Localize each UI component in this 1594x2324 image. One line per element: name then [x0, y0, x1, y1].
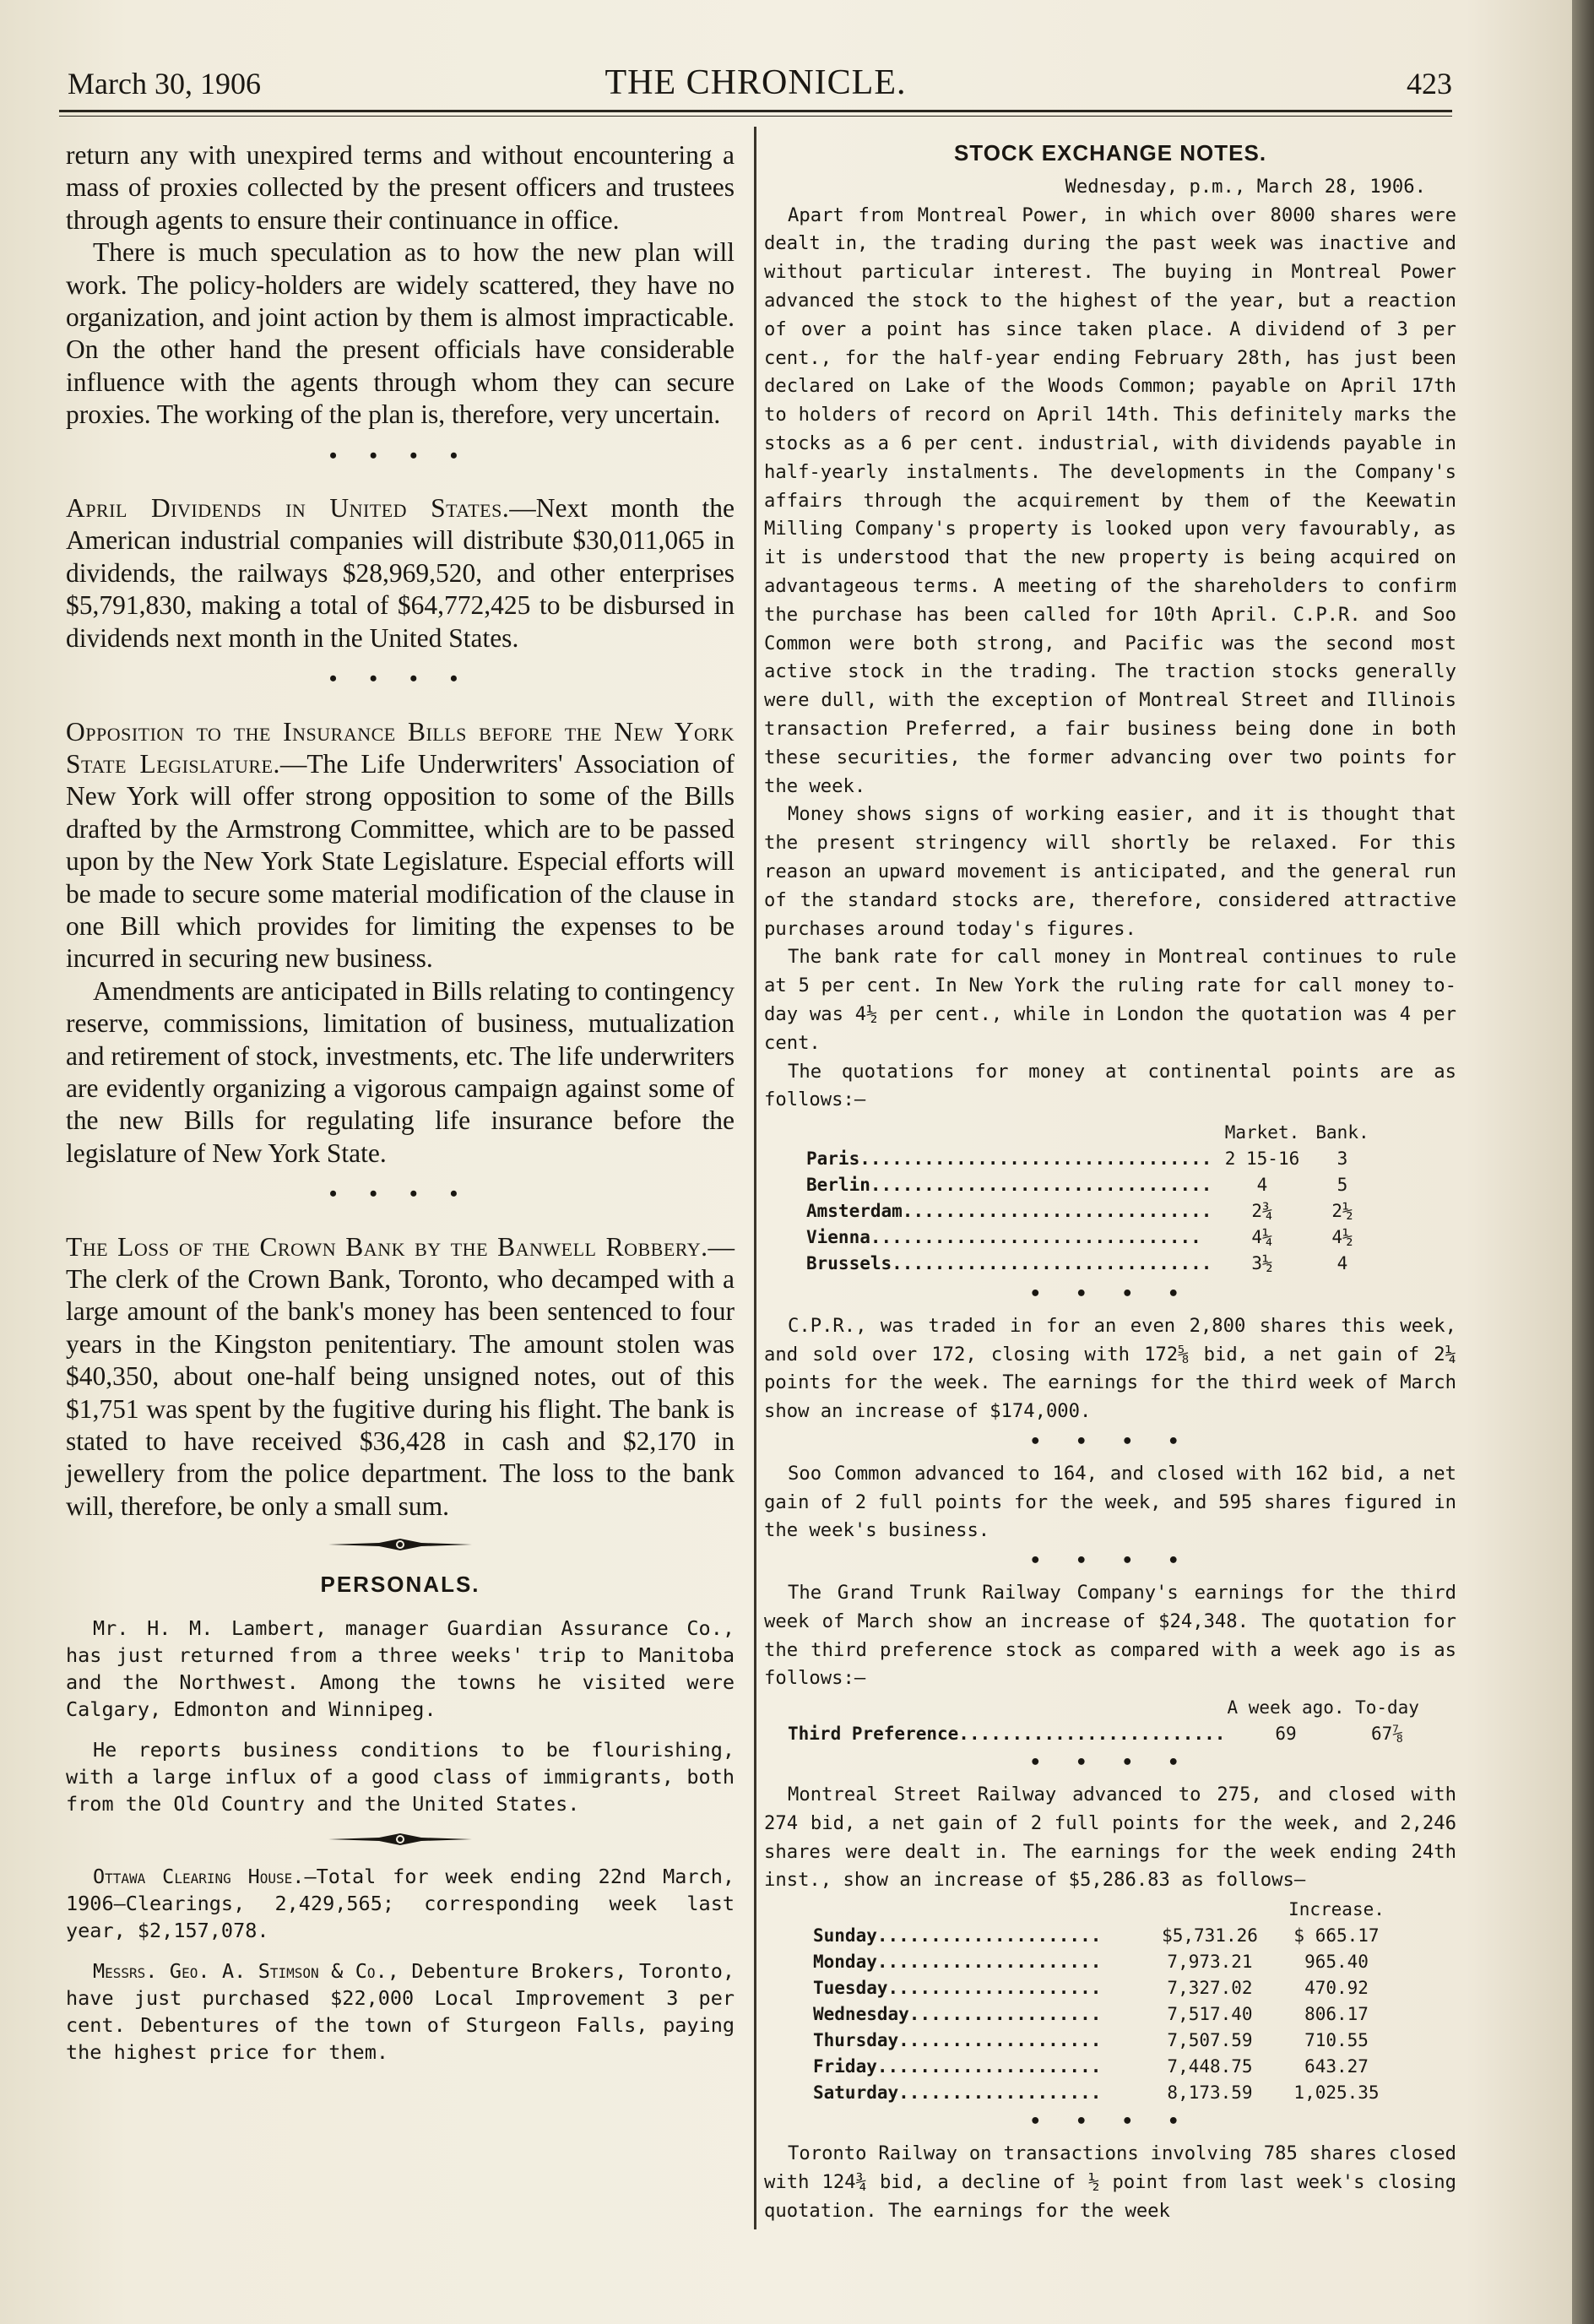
table-row: Tuesday.................... 7,327.02 470.92 [813, 1975, 1404, 2001]
continental-money-table [806, 1120, 1380, 1277]
crown-bank-heading: The Loss of the Crown Bank by the Banwell Robbery. [66, 1231, 708, 1262]
crown-bank-article [66, 1231, 735, 1523]
page-binding-edge [1572, 0, 1594, 2324]
table-header-row [788, 1695, 1429, 1721]
market-rate: 2 15-16 [1224, 1148, 1300, 1170]
section-separator: • • • • [329, 666, 471, 692]
city-label: Paris [806, 1148, 860, 1170]
earnings-amount: 7,973.21 [1167, 1952, 1253, 1973]
april-dividends-article [66, 492, 735, 654]
right-column [764, 139, 1456, 2225]
earnings-amount: $5,731.26 [1162, 1925, 1258, 1947]
table-row: Vienna............................... 4¼ 4½ [806, 1224, 1380, 1251]
column-header-increase: Increase. [1288, 1899, 1385, 1920]
day-label: Saturday [813, 2082, 899, 2104]
market-review-paragraph: Apart from Montreal Power, in which over 8000 shares were dealt in, the trading during the past week was inactive and without particular interest. The buying in Montreal Power advanced the stock to the highest of the year, but a reaction of over a point has since taken place. A dividend of 3 per cent., for the half-year ending February 28th, has just been declared on Lake of the Woods Common; payable on April 17th to holders of record on April 14th. This definitely marks the stocks as a 6 per cent. industrial, with dividends payable in half-yearly instalments. The developments in the Company's affairs through the acquirement by them of the Keewatin Milling Company's property is looked upon very favourably, as it is understood that the new property is being acquired on advantageous terms. A meeting of the shareholders to confirm the purchase has been called for 10th April. C.P.R. and Soo Common were both strong, and Pacific was the second most active stock in the trading. The traction stocks generally were dull, with the exception of Montreal Street and Illinois transaction Preferred, a fair business being done in both these securities, the former advancing over two points for the week. [764, 204, 1456, 797]
grand-trunk-paragraph: The Grand Trunk Railway Company's earnings for the third week of March show an increase of $24,348. The quotation for the third preference stock as compared with a week ago is as follows:— [764, 1582, 1456, 1690]
toronto-railway-paragraph: Toronto Railway on transactions involving 785 shares closed with 124¾ bid, a decline of ½ point from last week's closing quotation. The earnings for the week [764, 2142, 1456, 2222]
stimson-notice [66, 1957, 735, 2066]
left-column [66, 139, 735, 2079]
personals-section [66, 1615, 735, 1817]
earnings-amount: 7,507.59 [1167, 2030, 1253, 2051]
section-separator: • • • • [1029, 1752, 1191, 1774]
section-separator: • • • • [329, 443, 471, 468]
april-dividends-text: —Next month the American industrial companies will distribute $30,011,065 in dividends, the railways $28,969,520, and other enterprises $5,791,830, making a total of $64,772,425 to be disbursed in dividends next month in the United States. [66, 493, 735, 653]
header-date: March 30, 1906 [68, 67, 261, 100]
day-label: Tuesday [813, 1978, 888, 1999]
opposition-heading: Opposition to the Insurance Bills before the New York State Legislature. [66, 716, 735, 779]
section-separator: • • • • [1029, 1431, 1191, 1453]
day-label: Monday [813, 1952, 877, 1973]
column-divider [754, 127, 756, 2229]
opposition-article [66, 716, 735, 975]
table-row: Amsterdam............................. 2¾ 2½ [806, 1198, 1380, 1224]
bank-rate: 5 [1336, 1175, 1348, 1196]
cpr-paragraph: C.P.R., was traded in for an even 2,800 shares this week, and sold over 172, closing with 172⅝ bid, a net gain of 2¼ points for the week. The earnings for the third week of March show an increase of $174,000. [764, 1314, 1456, 1423]
day-label: Friday [813, 2056, 877, 2077]
soo-paragraph: Soo Common advanced to 164, and closed with 162 bid, a net gain of 2 full points for the week, and 595 shares figured in the week's business. [764, 1462, 1456, 1542]
ottawa-clearing-text: —Total for week ending 22nd March, 1906—Clearings, 2,429,565; corresponding week last year, $2,157,078. [66, 1864, 735, 1942]
earnings-increase: 643.27 [1304, 2056, 1369, 2077]
personals-paragraph-1: Mr. H. M. Lambert, manager Guardian Assurance Co., has just returned from a three weeks' trip to Manitoba and the Northwest. Among the towns he visited were Calgary, Edmonton and Winnipeg. [66, 1615, 735, 1721]
column-header-today: To-day [1355, 1697, 1419, 1719]
column-header-market: Market. [1224, 1122, 1300, 1143]
newspaper-title: THE CHRONICLE. [605, 63, 907, 102]
bank-rate: 3 [1336, 1148, 1348, 1170]
bank-rate: 4 [1336, 1253, 1348, 1274]
section-separator: • • • • [1029, 1284, 1191, 1306]
personals-paragraph-2: He reports business conditions to be flourishing, with a large influx of a good class of immigrants, both from the Old Country and the United States. [66, 1737, 735, 1816]
table-row: Thursday................... 7,507.59 710.55 [813, 2028, 1404, 2054]
city-label: Berlin [806, 1175, 870, 1196]
table-row: Brussels.............................. 3½ 4 [806, 1251, 1380, 1277]
ottawa-clearing-heading: Ottawa Clearing House. [93, 1864, 305, 1888]
earnings-increase: $ 665.17 [1293, 1925, 1380, 1947]
market-rate: 4¼ [1251, 1227, 1273, 1248]
money-paragraph: Money shows signs of working easier, and it is thought that the present stringency will shortly be relaxed. For this reason an upward movement is anticipated, and the general run of the standard stocks are, therefore, considered attractive purchases around today's figures. [764, 803, 1456, 940]
column-header-week-ago: A week ago. [1227, 1697, 1345, 1719]
city-label: Amsterdam [806, 1201, 903, 1222]
earnings-increase: 710.55 [1304, 2030, 1369, 2051]
earnings-increase: 806.17 [1304, 2004, 1369, 2025]
page-header [59, 59, 1452, 110]
personals-heading: PERSONALS. [320, 1572, 480, 1598]
week-ago-quote: 69 [1275, 1724, 1297, 1745]
city-label: Vienna [806, 1227, 870, 1248]
table-header-row [806, 1120, 1380, 1146]
stock-exchange-heading: STOCK EXCHANGE NOTES. [953, 140, 1267, 166]
stock-exchange-dateline: Wednesday, p.m., March 28, 1906. [1065, 175, 1426, 198]
bank-rate-paragraph: The bank rate for call money in Montreal continues to rule at 5 per cent. In New York the ruling rate for call money to-day was 4½ per cent., while in London the quotation was 4 per cent. [764, 946, 1456, 1054]
table-header-row [813, 1897, 1404, 1923]
third-preference-table [788, 1695, 1429, 1747]
table-row: Friday..................... 7,448.75 643.27 [813, 2054, 1404, 2080]
section-separator: • • • • [329, 1181, 471, 1207]
table-row: Wednesday.................. 7,517.40 806.17 [813, 2001, 1404, 2028]
table-row: Berlin................................ 4 5 [806, 1172, 1380, 1198]
table-row: Monday..................... 7,973.21 965.40 [813, 1949, 1404, 1975]
column-header-bank: Bank. [1315, 1122, 1369, 1143]
market-rate: 4 [1256, 1175, 1268, 1196]
earnings-increase: 470.92 [1304, 1978, 1369, 1999]
market-rate: 2¾ [1251, 1201, 1273, 1222]
earnings-amount: 7,517.40 [1167, 2004, 1253, 2025]
table-row: Paris................................. 2 15-16 3 [806, 1146, 1380, 1172]
day-label: Wednesday [813, 2004, 909, 2025]
montreal-street-paragraph: Montreal Street Railway advanced to 275, and closed with 274 bid, a net gain of 2 full points for the week, and 2,246 shares were dealt in. The earnings for the week ending 24th inst., show an increase of $5,286.83 as follows— [764, 1784, 1456, 1892]
table-row: Third Preference......................... 69 67⅞ [788, 1721, 1429, 1747]
page-number: 423 [1407, 67, 1452, 100]
continental-intro: The quotations for money at continental points are as follows:— [764, 1060, 1456, 1111]
stimson-text: Debenture Brokers, Toronto, have just purchased $22,000 Local Improvement 3 per cent. Debentures of the town of Sturgeon Falls, paying the highest price for them. [66, 1958, 735, 2064]
stimson-heading: Messrs. Geo. A. Stimson & Co., [93, 1958, 399, 1983]
table-row: Sunday..................... $5,731.26 $ 665.17 [813, 1923, 1404, 1949]
ornamental-rule-icon [328, 1831, 472, 1848]
stock-label: Third Preference [788, 1724, 959, 1745]
section-separator: • • • • [1029, 1550, 1191, 1572]
earnings-increase: 1,025.35 [1293, 2082, 1380, 2104]
day-label: Thursday [813, 2030, 899, 2051]
table-row: Saturday................... 8,173.59 1,025.35 [813, 2080, 1404, 2106]
daily-earnings-table [813, 1897, 1404, 2106]
today-quote: 67⅞ [1371, 1724, 1403, 1745]
crown-bank-text: —The clerk of the Crown Bank, Toronto, who decamped with a large amount of the bank's money has been sentenced to four years in the Kingston penitentiary. The amount stolen was $40,350, about one-half being unsigned notes, out of this $1,751 was spent by the fugitive during his flight. The bank is stated to have received $36,428 in cash and $2,170 in jewellery from the police department. The loss to the bank will, therefore, be only a small sum. [66, 1231, 735, 1521]
proxy-paragraph-2: There is much speculation as to how the new plan will work. The policy-holders are widely scattered, they have no organization, and joint action by them is almost impracticable. On the other hand the present officials have considerable influence with the agents through whom they can secure proxies. The working of the plan is, therefore, very uncertain. [66, 237, 735, 430]
header-rule-bottom [59, 116, 1452, 117]
bank-rate: 2½ [1331, 1201, 1353, 1222]
earnings-amount: 7,327.02 [1167, 1978, 1253, 1999]
april-dividends-heading: April Dividends in United States. [66, 493, 510, 524]
city-label: Brussels [806, 1253, 892, 1274]
earnings-amount: 8,173.59 [1167, 2082, 1253, 2104]
opposition-text: —The Life Underwriters' Association of New York will offer strong opposition to some of the Bills drafted by the Armstrong Committee, which are to be passed upon by the New York State Legislature. Especial efforts will be made to secure some material modification of the clause in one Bill which provides for limiting the expenses to be incurred in securing new business. [66, 748, 735, 974]
bank-rate: 4½ [1331, 1227, 1353, 1248]
earnings-increase: 965.40 [1304, 1952, 1369, 1973]
day-label: Sunday [813, 1925, 877, 1947]
earnings-amount: 7,448.75 [1167, 2056, 1253, 2077]
market-rate: 3½ [1251, 1253, 1273, 1274]
opposition-paragraph-2: Amendments are anticipated in Bills relating to contingency reserve, commissions, limitation of business, mutualization and retirement of stock, investments, etc. The life underwriters are evidently organizing a vigorous campaign against some of the new Bills for regulating life insurance before the legislature of New York State. [66, 975, 735, 1168]
proxy-paragraph-1: return any with unexpired terms and without encountering a mass of proxies collected by the present officers and trustees through agents to ensure their continuance in office. [66, 140, 735, 235]
section-separator: • • • • [1029, 2111, 1191, 2133]
ottawa-clearing-notice [66, 1863, 735, 1944]
header-rule-top [59, 110, 1452, 112]
ornamental-rule-icon [328, 1536, 472, 1553]
notices-section [66, 1863, 735, 2066]
